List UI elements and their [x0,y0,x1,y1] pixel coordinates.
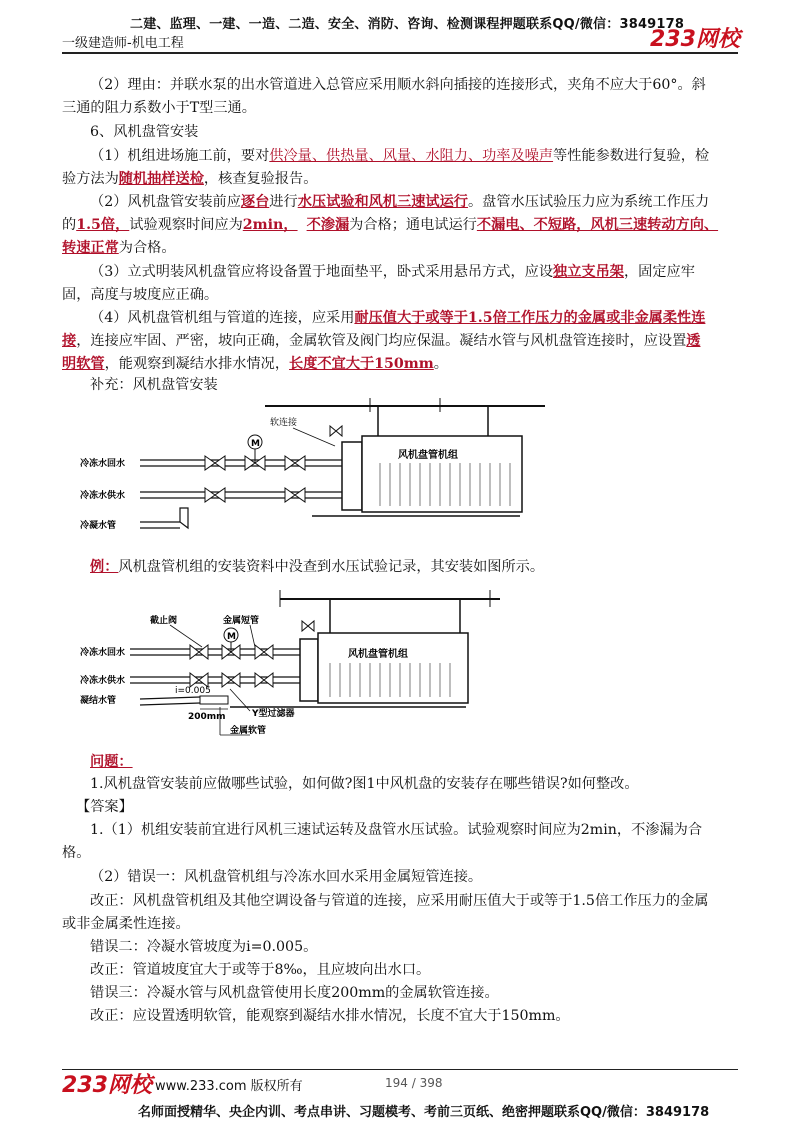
paragraph-reason-cont: 三通的阻力系数小于T型三通。 [62,100,256,116]
valve-icon [255,673,273,687]
paragraph-1-line1: （1）机组进场施工前，要对供冷量、供热量、风量、水阻力、功率及噪声等性能参数进行复验，检 [90,148,710,164]
supplement-title: 补充：风机盘管安装 [90,377,218,393]
answer-error-1: （2）错误一：风机盘管机组与冷冻水回水采用金属短管连接。 [90,869,483,885]
valve-icon [285,456,305,470]
question-1: 1.风机盘管安装前应做哪些试验，如何做?图1中风机盘的安装存在哪些错误?如何整改。 [90,776,639,792]
paragraph-reason [62,74,738,97]
paragraph-2-line2: 的1.5倍，试验观察时间应为2min， 不渗漏为合格；通电试运行不漏电、不短路，风机三速转动方向、 [62,217,719,233]
valve-icon [190,673,208,687]
metal-hose-icon [200,696,228,704]
footer-logo: 233网校 [62,1073,152,1098]
valve-icon [205,456,225,470]
valve-icon [205,488,225,502]
label-condensate: 凝结水管 [80,696,117,706]
highlight-params: 供冷量、供热量、风量、水阻力、功率及噪声 [269,148,554,164]
example-line: 例：风机盘管机组的安装资料中没查到水压试验记录，其安装如图所示。 [90,559,545,575]
valve-icon [255,645,273,659]
page-number: 194 / 398 [385,1076,443,1090]
answer-fix-1-line2: 或非金属柔性连接。 [62,916,190,932]
label-unit: 风机盘管机组 [398,450,458,461]
footer-copyright: www.233.com 版权所有 [155,1079,303,1094]
paragraph-2-line3: 转速正常为合格。 [62,240,176,256]
answer-fix-1-line1: 改正：风机盘管机组及其他空调设备与管道的连接，应采用耐压值大于或等于1.5倍工作压力的金属 [90,893,709,909]
label-stop-valve: 截止阀 [150,616,178,626]
valve-icon [190,645,208,659]
label-unit: 风机盘管机组 [348,649,408,660]
label-return: 冷冻水回水 [80,459,126,469]
highlight-sampling: 随机抽样送检 [118,171,204,187]
paragraph-3-line1: （3）立式明装风机盘管应将设备置于地面垫平，卧式采用悬吊方式，应设独立支吊架，固定应牢 [90,264,695,280]
label-length: 200mm [188,712,226,722]
answer-1-line1: 1.（1）机组安装前宜进行风机三速试运转及盘管水压试验。试验观察时间应为2min，不渗漏为合 [90,822,703,838]
paragraph-4-line2: 接，连接应牢固、严密，坡向正确，金属软管及阀门均应保温。凝结水管与风机盘管连接时，应设置透 [62,333,701,349]
answer-fix-2: 改正：管道坡度宜大于或等于8‰，且应坡向出水口。 [90,962,431,978]
label-m: M [251,439,260,449]
header-promo: 二建、监理、一建、一造、二造、安全、消防、咨询、检测课程押题联系QQ/微信：3849178 [130,17,685,32]
figure-fan-coil-installation [80,398,680,543]
footer-promo: 名师面授精华、央企内训、考点串讲、习题模考、考前三页纸、绝密押题联系QQ/微信：3849178 [138,1105,710,1120]
paragraph-3-line2: 固，高度与坡度应正确。 [62,287,219,303]
question-label: 问题： [90,754,133,770]
answer-fix-3: 改正：应设置透明软管，能观察到凝结水排水情况，长度不宜大于150mm。 [90,1008,570,1024]
answer-1-line2: 格。 [62,845,91,861]
valve-icon [285,488,305,502]
label-supply: 冷冻水供水 [80,676,126,686]
header-divider [62,52,738,54]
header-subject: 一级建造师-机电工程 [62,36,184,51]
paragraph-4-line1: （4）风机盘管机组与管道的连接，应采用耐压值大于或等于1.5倍工作压力的金属或非金属柔性连 [90,310,706,326]
answer-heading: 【答案】 [76,799,133,815]
text: （2）理由：并联水泵的出水管道进入总管应采用顺水斜向插接的连接形式，夹角不应大于60°。斜 [90,77,706,93]
answer-error-3: 错误三：冷凝水管与风机盘管使用长度200mm的金属软管连接。 [90,985,499,1001]
paragraph-4-line3: 明软管，能观察到凝结水排水情况，长度不宜大于150mm。 [62,356,448,372]
answer-error-2: 错误二：冷凝水管坡度为i=0.005。 [90,939,318,955]
label-m: M [227,632,236,642]
label-hose: 金属软管 [230,726,267,736]
label-metal-short: 金属短管 [223,616,260,626]
label-soft-conn: 软连接 [270,418,298,428]
label-condensate: 冷凝水管 [80,521,117,531]
filter-icon [222,673,240,687]
section-heading-6: 6、风机盘管安装 [90,124,199,140]
figure-example-installation [80,585,580,745]
label-supply: 冷冻水供水 [80,491,126,501]
label-slope: i=0.005 [175,686,211,696]
paragraph-2-line1: （2）风机盘管安装前应逐台进行水压试验和风机三速试运行。盘管水压试验压力应为系统工作压力 [90,194,710,210]
paragraph-1-line2: 验方法为随机抽样送检，核查复验报告。 [62,171,318,187]
example-label: 例： [90,559,119,575]
label-return: 冷冻水回水 [80,648,126,658]
footer-divider [62,1069,738,1070]
header-logo: 233网校 [650,27,740,52]
label-filter: Y型过滤器 [252,709,295,719]
